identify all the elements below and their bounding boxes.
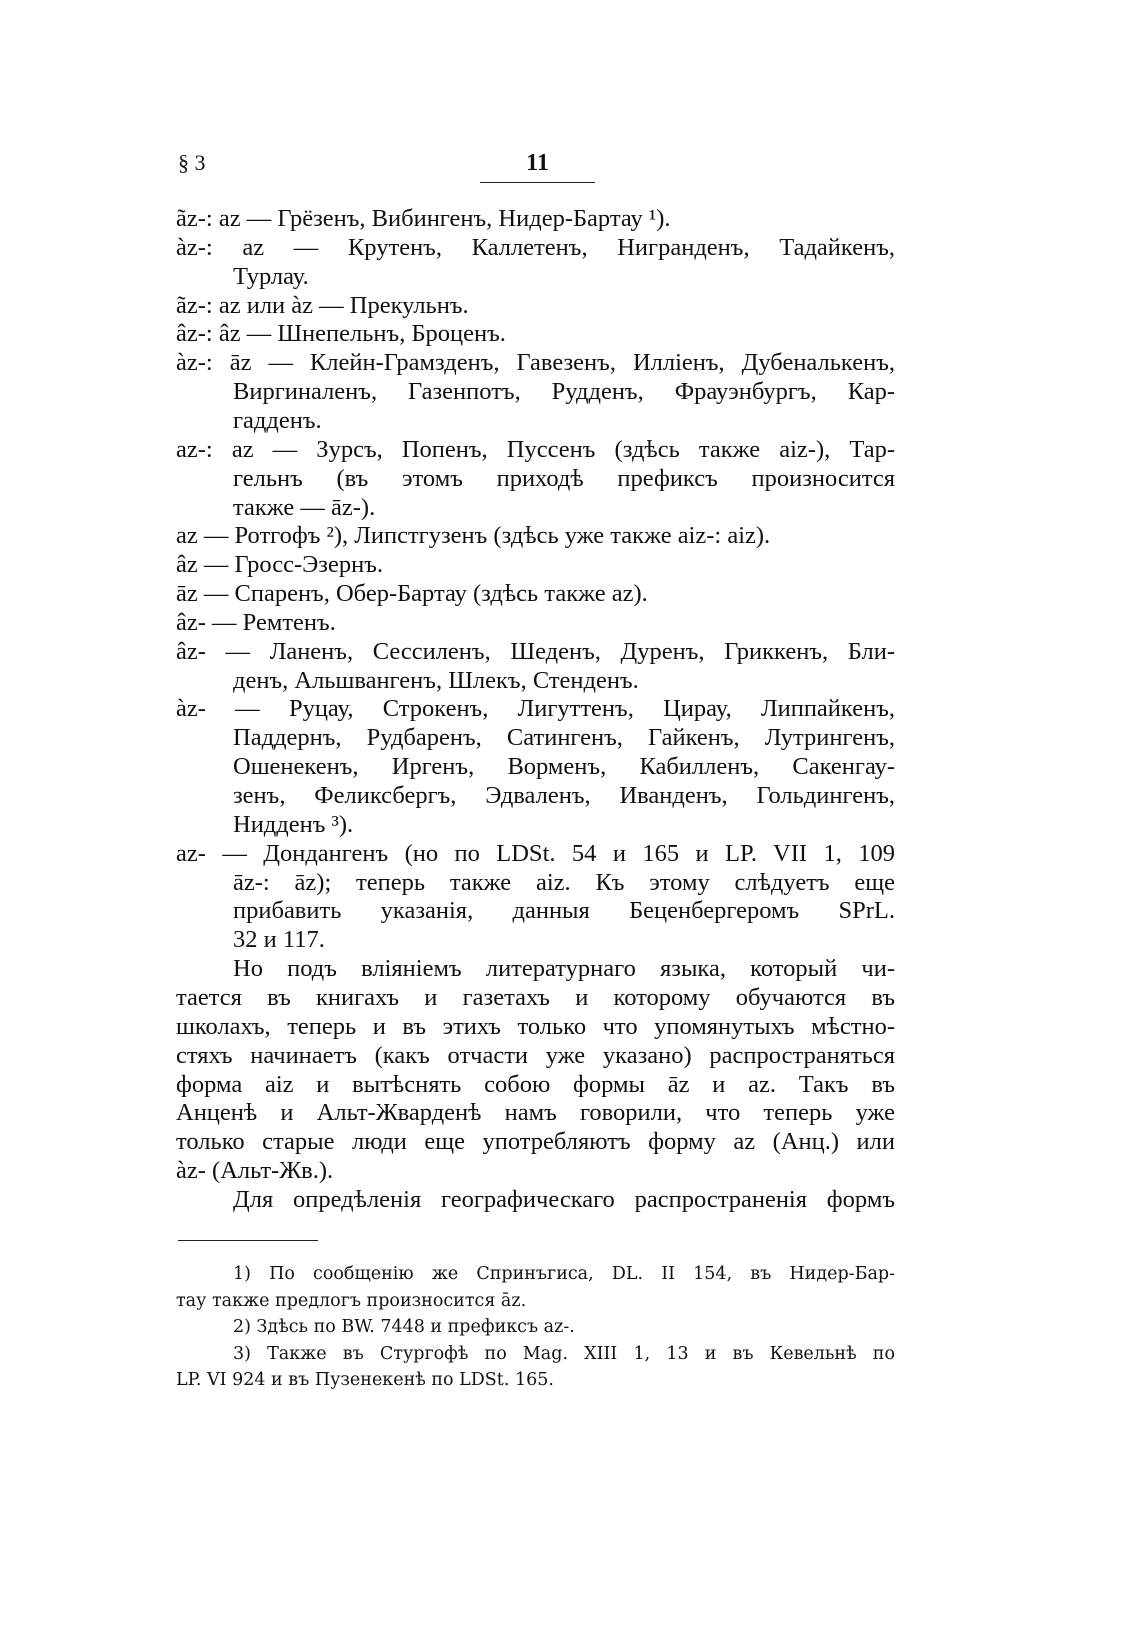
footnote-line: 3) Также въ Стургофѣ по Mag. XIII 1, 13 и въ Кевельнѣ по: [233, 1343, 895, 1364]
page-number: 11: [526, 150, 549, 176]
entry-line: ãz-: az или àz — Прекульнъ.: [176, 291, 469, 319]
entry-line: az — Ротгофъ ²), Липстгузенъ (здѣсь уже также aiz-: aiz).: [176, 522, 771, 550]
entry-line: âz- — Ремтенъ.: [176, 608, 336, 636]
footnote-line: тау также предлогъ произносится āz.: [176, 1290, 527, 1311]
entry-line: àz-: āz — Клейн-Грамзденъ, Гавезенъ, Илліенъ, Дубеналькенъ,: [176, 349, 895, 377]
entry-line: àz-: az — Крутенъ, Каллетенъ, Нигранденъ, Тадайкенъ,: [176, 233, 895, 261]
entry-line: ãz-: az — Грёзенъ, Вибингенъ, Нидер-Бартау ¹).: [176, 205, 671, 232]
page-number-rule: [480, 182, 595, 183]
entry-line: Турлау.: [233, 262, 309, 290]
paragraph-line: Но подъ вліяніемъ литературнаго языка, который чи-: [233, 955, 895, 983]
paragraph-line: Для опредѣленія географическаго распространенія формъ: [233, 1185, 895, 1213]
footnote-line: 1) По сообщенію же Спринъгиса, DL. II 154, въ Нидер-Бар-: [233, 1264, 895, 1284]
entry-line: az-: az — Зурсъ, Попенъ, Пуссенъ (здѣсь также aiz-), Тар-: [176, 435, 895, 463]
entry-line: Ошенекенъ, Иргенъ, Ворменъ, Кабилленъ, Сакенгау-: [233, 753, 895, 781]
paragraph-line: школахъ, теперь и въ этихъ только что упомянутыхъ мѣстно-: [176, 1012, 895, 1040]
entry-line: гадденъ.: [233, 406, 322, 434]
paragraph-line: форма aiz и вытѣснять собою формы āz и az. Такъ въ: [176, 1070, 895, 1098]
entry-line: Паддернъ, Рудбаренъ, Сатингенъ, Гайкенъ, Лутрингенъ,: [233, 724, 895, 752]
entry-line: âz-: âz — Шнепельнъ, Броценъ.: [176, 320, 506, 348]
section-marker: § 3: [178, 150, 206, 175]
entry-line: āz-: āz); теперь также aiz. Къ этому слѣдуетъ еще: [233, 868, 895, 896]
entry-line: az- — Дондангенъ (но по LDSt. 54 и 165 и LP. VII 1, 109: [176, 839, 895, 867]
paragraph-line: тается въ книгахъ и газетахъ и которому обучаются въ: [176, 983, 895, 1011]
paragraph-line: стяхъ начинаетъ (какъ отчасти уже указано) распространяться: [176, 1041, 895, 1069]
footnote-separator: [178, 1240, 318, 1241]
footnote-line: 2) Здѣсь по BW. 7448 и префиксъ az-.: [233, 1317, 575, 1337]
entry-line: зенъ, Феликсбергъ, Эдваленъ, Иванденъ, Гольдингенъ,: [233, 782, 895, 809]
entry-line: âz — Гросс-Эзернъ.: [176, 551, 384, 579]
entry-line: āz — Спаренъ, Обер-Бартау (здѣсь также az).: [176, 580, 648, 608]
entry-line: также — āz-).: [233, 493, 376, 521]
entry-line: âz- — Ланенъ, Сессиленъ, Шеденъ, Дуренъ, Гриккенъ, Бли-: [176, 637, 895, 665]
entry-line: гельнъ (въ этомъ приходѣ префиксъ произносится: [233, 464, 895, 492]
paragraph-line: àz- (Альт-Жв.).: [176, 1157, 334, 1185]
entry-line: 32 и 117.: [233, 926, 325, 954]
entry-line: àz- — Руцау, Строкенъ, Лигуттенъ, Цирау, Липпайкенъ,: [176, 695, 895, 723]
paragraph-line: Анценѣ и Альт-Жварденѣ намъ говорили, что теперь уже: [176, 1099, 895, 1127]
entry-line: денъ, Альшвангенъ, Шлекъ, Стенденъ.: [233, 666, 639, 694]
paragraph-line: только старые люди еще употребляютъ форму az (Анц.) или: [176, 1128, 895, 1156]
entry-line: Виргиналенъ, Газенпотъ, Рудденъ, Фрауэнбургъ, Кар-: [233, 378, 895, 406]
footnote-line: LP. VI 924 и въ Пузенекенѣ по LDSt. 165.: [176, 1370, 554, 1390]
entry-line: прибавить указанія, данныя Беценбергеромъ SPrL.: [233, 897, 895, 925]
entry-line: Нидденъ ³).: [233, 810, 354, 838]
